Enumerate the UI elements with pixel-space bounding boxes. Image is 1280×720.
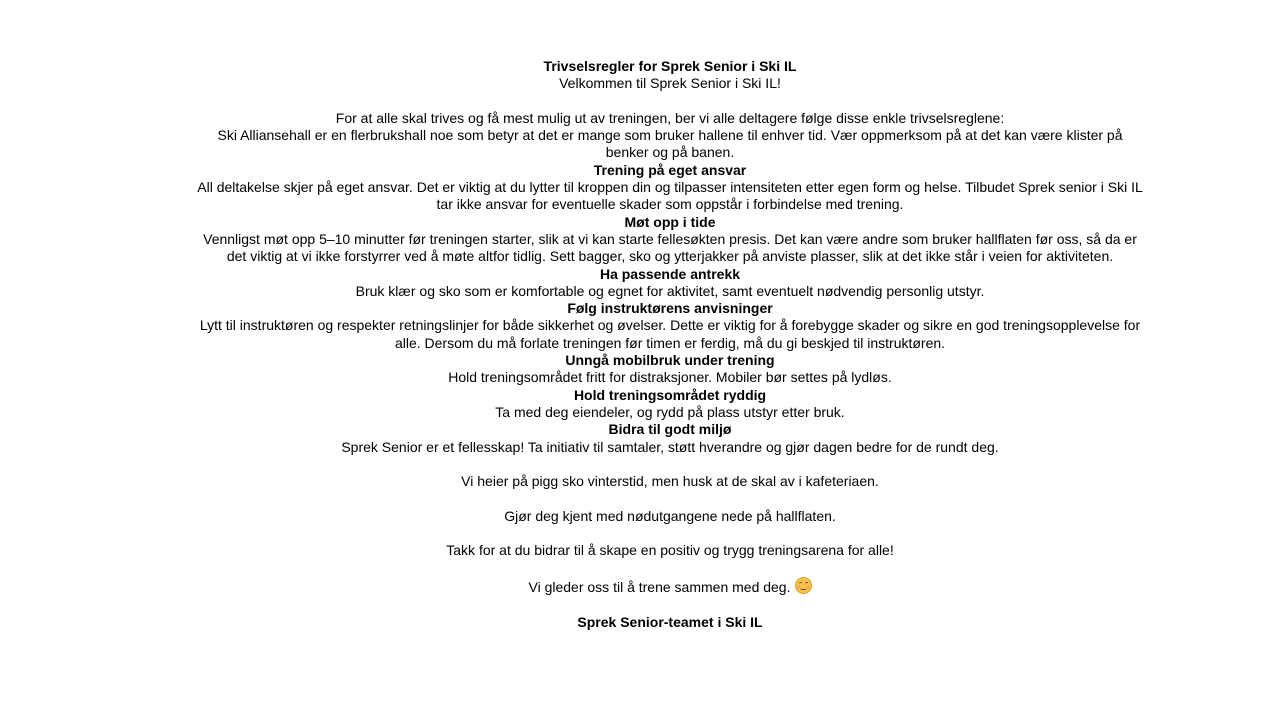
section-text: Lytt til instruktøren og respekter retningslinjer for både sikkerhet og øvelser. Dette er viktig for å forebygge skader og sikre en god treningsopplevelse for alle. Dersom du må forlate treningen før timen er ferdig, må du gi beskjed til instruktøren. [199, 317, 1141, 351]
section-text: All deltakelse skjer på eget ansvar. Det er viktig at du lytter til kroppen din og tilpasser intensiteten etter egen form og helse. Tilbudet Sprek senior i Ski IL tar ikke ansvar for eventuelle skader som oppstår i forbindelse med trening. [197, 179, 1143, 213]
section-heading: Unngå mobilbruk under trening [565, 352, 775, 369]
section-heading: Bidra til godt miljø [608, 421, 732, 438]
spacer [195, 596, 1145, 613]
section-text: Vennligst møt opp 5–10 minutter før treningen starter, slik at vi kan starte fellesøkten presis. Det kan være andre som bruker hallflaten før oss, så da er det viktig at vi ikke forstyrrer ved å møte altfor tidlig. Sett bagger, sko og ytterjakker på anviste plasser, slik at det ikke står i veien for aktiviteten. [203, 230, 1137, 265]
section-heading: Trening på eget ansvar [593, 161, 747, 178]
section-text: Sprek Senior er et fellesskap! Ta initiativ til samtaler, støtt hverandre og gjør dagen bedre for de rundt deg. [341, 438, 999, 455]
section-heading: Hold treningsområdet ryddig [573, 386, 767, 403]
spacer [195, 560, 1145, 577]
section-heading: Følg instruktørens anvisninger [567, 300, 773, 317]
spacer [195, 93, 1145, 110]
spacer [195, 525, 1145, 542]
document-body [195, 58, 1145, 631]
closing-line-with-emoji [195, 577, 1145, 596]
document-title: Trivselsregler for Sprek Senior i Ski IL [543, 58, 797, 74]
section-text: Hold treningsområdet fritt for distraksjoner. Mobiler bør settes på lydløs. [448, 369, 892, 386]
closing-line: Takk for at du bidrar til å skape en positiv og trygg treningsarena for alle! [446, 542, 894, 559]
hall-note: Ski Alliansehall er en flerbrukshall noe som betyr at det er mange som bruker hallene til enhver tid. Vær oppmerksom på at det kan være klister på benker og på banen. [217, 127, 1123, 161]
section-heading: Ha passende antrekk [599, 265, 741, 282]
section-heading: Møt opp i tide [624, 213, 716, 230]
closing-text: Vi gleder oss til å trene sammen med deg. [528, 578, 791, 595]
closing-line: Gjør deg kjent med nødutgangene nede på hallflaten. [504, 507, 836, 524]
section-text: Bruk klær og sko som er komfortable og egnet for aktivitet, samt eventuelt nødvendig personlig utstyr. [355, 282, 985, 299]
welcome-text: Velkommen til Sprek Senior i Ski IL! [559, 75, 781, 92]
spacer [195, 490, 1145, 507]
intro-text: For at alle skal trives og få mest mulig ut av treningen, ber vi alle deltagere følge disse enkle trivselsreglene: [335, 109, 1005, 126]
spacer [195, 456, 1145, 473]
section-text: Ta med deg eiendeler, og rydd på plass utstyr etter bruk. [495, 403, 845, 420]
closing-line: Vi heier på pigg sko vinterstid, men husk at de skal av i kafeteriaen. [461, 473, 879, 490]
smiling-face-icon [795, 577, 812, 594]
signature: Sprek Senior-teamet i Ski IL [577, 613, 763, 630]
